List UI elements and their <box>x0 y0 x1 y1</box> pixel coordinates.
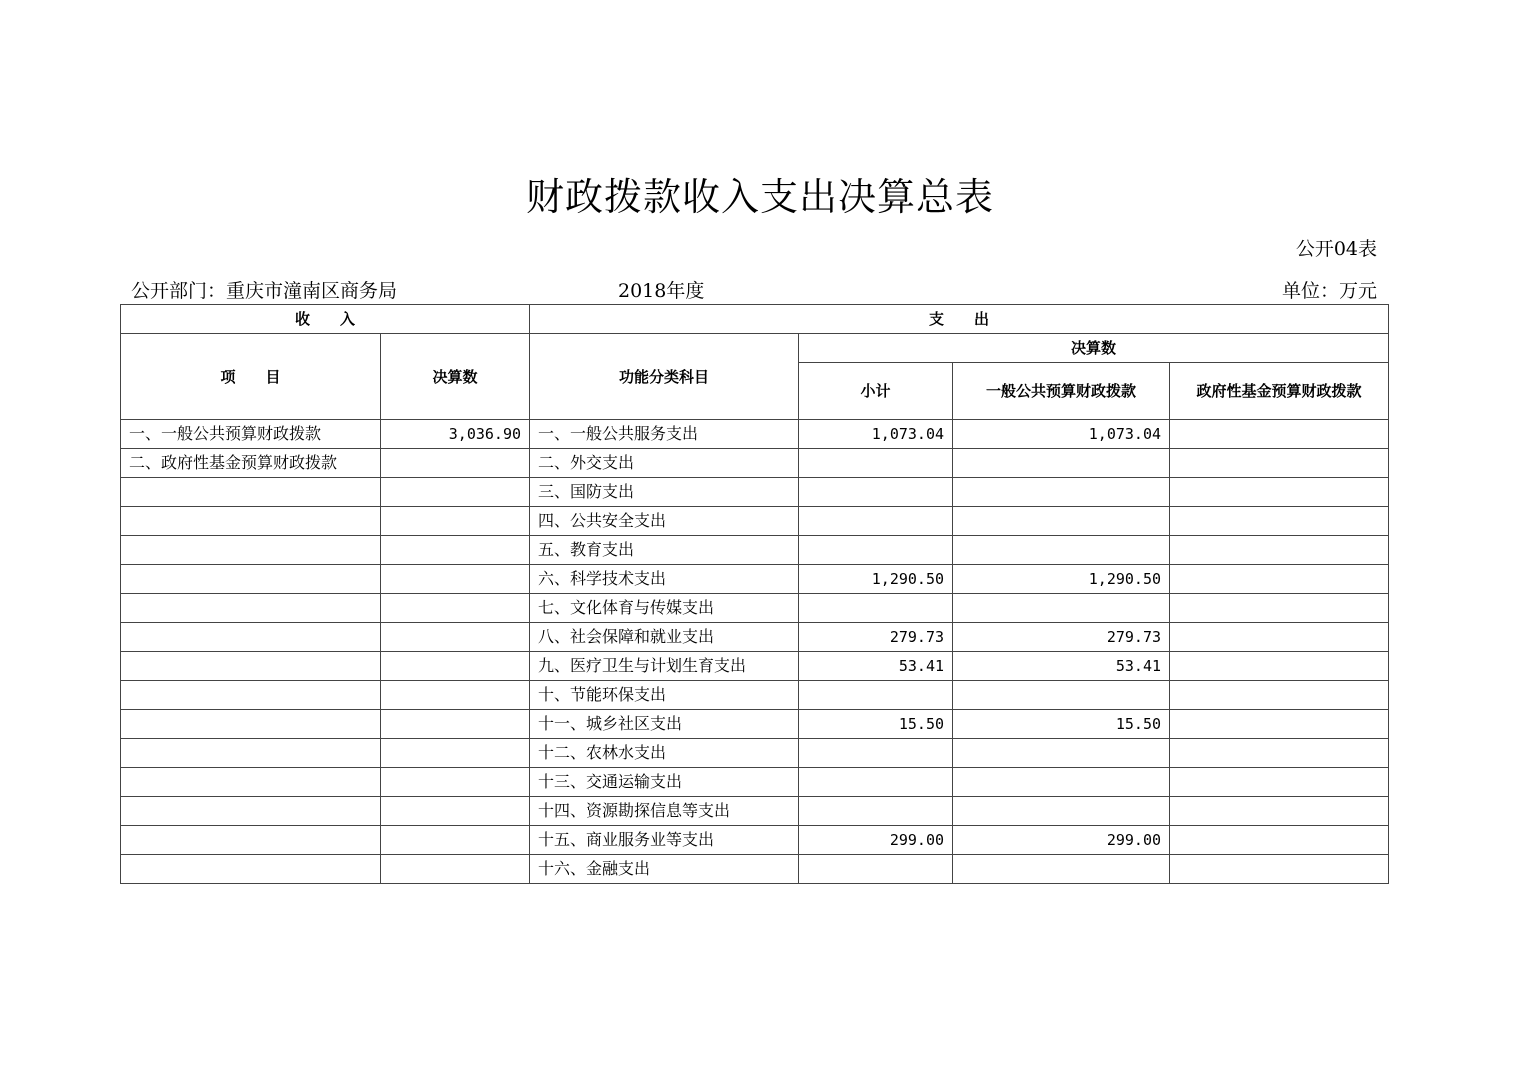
table-row <box>121 710 1389 739</box>
general-budget-cell: 1,290.50 <box>953 565 1170 594</box>
fund-budget-cell <box>1170 652 1389 681</box>
table-row <box>121 797 1389 826</box>
expenditure-header: 支 出 <box>530 305 1389 334</box>
general-budget-cell: 53.41 <box>953 652 1170 681</box>
fund-budget-cell <box>1170 449 1389 478</box>
income-item-cell <box>121 478 381 507</box>
income-item-cell <box>121 623 381 652</box>
subtotal-cell <box>799 739 953 768</box>
income-amount-cell <box>381 681 530 710</box>
general-budget-cell: 1,073.04 <box>953 420 1170 449</box>
function-category-cell: 十、节能环保支出 <box>530 681 799 710</box>
general-budget-cell <box>953 536 1170 565</box>
income-amount-cell <box>381 565 530 594</box>
fund-budget-cell <box>1170 710 1389 739</box>
function-category-cell: 六、科学技术支出 <box>530 565 799 594</box>
general-budget-cell <box>953 797 1170 826</box>
meta-row <box>131 276 1377 304</box>
general-budget-cell <box>953 739 1170 768</box>
function-category-cell: 三、国防支出 <box>530 478 799 507</box>
fiscal-year-label: 2018年度 <box>618 280 705 302</box>
general-budget-cell: 15.50 <box>953 710 1170 739</box>
income-item-cell: 一、一般公共预算财政拨款 <box>121 420 381 449</box>
table-row <box>121 565 1389 594</box>
income-amount-header: 决算数 <box>381 334 530 420</box>
function-category-cell: 十二、农林水支出 <box>530 739 799 768</box>
final-amount-header: 决算数 <box>799 334 1389 363</box>
table-row <box>121 478 1389 507</box>
income-amount-cell <box>381 739 530 768</box>
function-category-cell: 一、一般公共服务支出 <box>530 420 799 449</box>
fund-budget-cell <box>1170 478 1389 507</box>
subtotal-cell <box>799 681 953 710</box>
subtotal-cell: 1,290.50 <box>799 565 953 594</box>
income-amount-cell <box>381 449 530 478</box>
table-row <box>121 768 1389 797</box>
function-category-cell: 十六、金融支出 <box>530 855 799 884</box>
income-item-cell <box>121 768 381 797</box>
function-category-cell: 九、医疗卫生与计划生育支出 <box>530 652 799 681</box>
income-item-cell <box>121 594 381 623</box>
function-category-cell: 二、外交支出 <box>530 449 799 478</box>
page-title: 财政拨款收入支出决算总表 <box>525 175 994 219</box>
income-item-cell <box>121 507 381 536</box>
subtotal-cell <box>799 478 953 507</box>
income-amount-cell <box>381 507 530 536</box>
form-code: 公开04表 <box>1295 238 1377 260</box>
income-amount-cell <box>381 652 530 681</box>
income-item-cell <box>121 681 381 710</box>
subtotal-cell <box>799 449 953 478</box>
income-amount-cell <box>381 826 530 855</box>
general-budget-cell <box>953 478 1170 507</box>
income-item-cell <box>121 652 381 681</box>
income-amount-cell <box>381 478 530 507</box>
income-item-cell <box>121 565 381 594</box>
table-row <box>121 449 1389 478</box>
department-label: 公开部门：重庆市潼南区商务局 <box>131 280 398 302</box>
subtotal-cell <box>799 797 953 826</box>
subtotal-cell: 279.73 <box>799 623 953 652</box>
subtotal-cell: 15.50 <box>799 710 953 739</box>
income-amount-cell <box>381 710 530 739</box>
unit-label: 单位：万元 <box>1281 280 1377 302</box>
general-budget-cell <box>953 507 1170 536</box>
general-budget-cell: 299.00 <box>953 826 1170 855</box>
income-item-cell <box>121 826 381 855</box>
income-header: 收 入 <box>121 305 530 334</box>
income-item-cell <box>121 536 381 565</box>
general-budget-cell <box>953 768 1170 797</box>
table-row <box>121 739 1389 768</box>
table-body <box>121 420 1389 884</box>
fund-budget-cell <box>1170 594 1389 623</box>
fund-budget-cell <box>1170 420 1389 449</box>
function-category-cell: 十五、商业服务业等支出 <box>530 826 799 855</box>
general-budget-cell: 279.73 <box>953 623 1170 652</box>
table-row <box>121 681 1389 710</box>
function-category-cell: 十一、城乡社区支出 <box>530 710 799 739</box>
income-amount-cell <box>381 768 530 797</box>
income-item-cell <box>121 710 381 739</box>
table-row <box>121 594 1389 623</box>
income-amount-cell <box>381 797 530 826</box>
subtotal-cell <box>799 536 953 565</box>
general-budget-cell <box>953 594 1170 623</box>
table-row <box>121 855 1389 884</box>
function-category-cell: 四、公共安全支出 <box>530 507 799 536</box>
income-amount-cell: 3,036.90 <box>381 420 530 449</box>
income-amount-cell <box>381 594 530 623</box>
fund-budget-cell <box>1170 739 1389 768</box>
subtotal-cell: 53.41 <box>799 652 953 681</box>
fund-budget-cell <box>1170 507 1389 536</box>
income-item-cell <box>121 855 381 884</box>
item-header: 项 目 <box>121 334 381 420</box>
income-item-cell <box>121 797 381 826</box>
fund-budget-cell <box>1170 826 1389 855</box>
general-budget-cell <box>953 681 1170 710</box>
function-category-cell: 十三、交通运输支出 <box>530 768 799 797</box>
general-budget-header: 一般公共预算财政拨款 <box>953 363 1170 420</box>
income-amount-cell <box>381 855 530 884</box>
function-category-cell: 十四、资源勘探信息等支出 <box>530 797 799 826</box>
budget-table <box>120 304 1389 884</box>
fund-budget-cell <box>1170 768 1389 797</box>
table-row <box>121 420 1389 449</box>
fund-budget-cell <box>1170 623 1389 652</box>
function-category-cell: 七、文化体育与传媒支出 <box>530 594 799 623</box>
subtotal-header: 小计 <box>799 363 953 420</box>
fund-budget-cell <box>1170 536 1389 565</box>
function-category-cell: 八、社会保障和就业支出 <box>530 623 799 652</box>
subtotal-cell <box>799 507 953 536</box>
table-row <box>121 623 1389 652</box>
income-amount-cell <box>381 536 530 565</box>
table-row <box>121 507 1389 536</box>
table-row <box>121 652 1389 681</box>
function-category-header: 功能分类科目 <box>530 334 799 420</box>
fund-budget-cell <box>1170 565 1389 594</box>
income-item-cell <box>121 739 381 768</box>
general-budget-cell <box>953 449 1170 478</box>
income-item-cell: 二、政府性基金预算财政拨款 <box>121 449 381 478</box>
fund-budget-cell <box>1170 855 1389 884</box>
subtotal-cell <box>799 594 953 623</box>
fund-budget-cell <box>1170 797 1389 826</box>
subtotal-cell: 299.00 <box>799 826 953 855</box>
table-row <box>121 536 1389 565</box>
fund-budget-header: 政府性基金预算财政拨款 <box>1170 363 1389 420</box>
table-row <box>121 826 1389 855</box>
subtotal-cell: 1,073.04 <box>799 420 953 449</box>
subtotal-cell <box>799 768 953 797</box>
fund-budget-cell <box>1170 681 1389 710</box>
function-category-cell: 五、教育支出 <box>530 536 799 565</box>
income-amount-cell <box>381 623 530 652</box>
general-budget-cell <box>953 855 1170 884</box>
subtotal-cell <box>799 855 953 884</box>
